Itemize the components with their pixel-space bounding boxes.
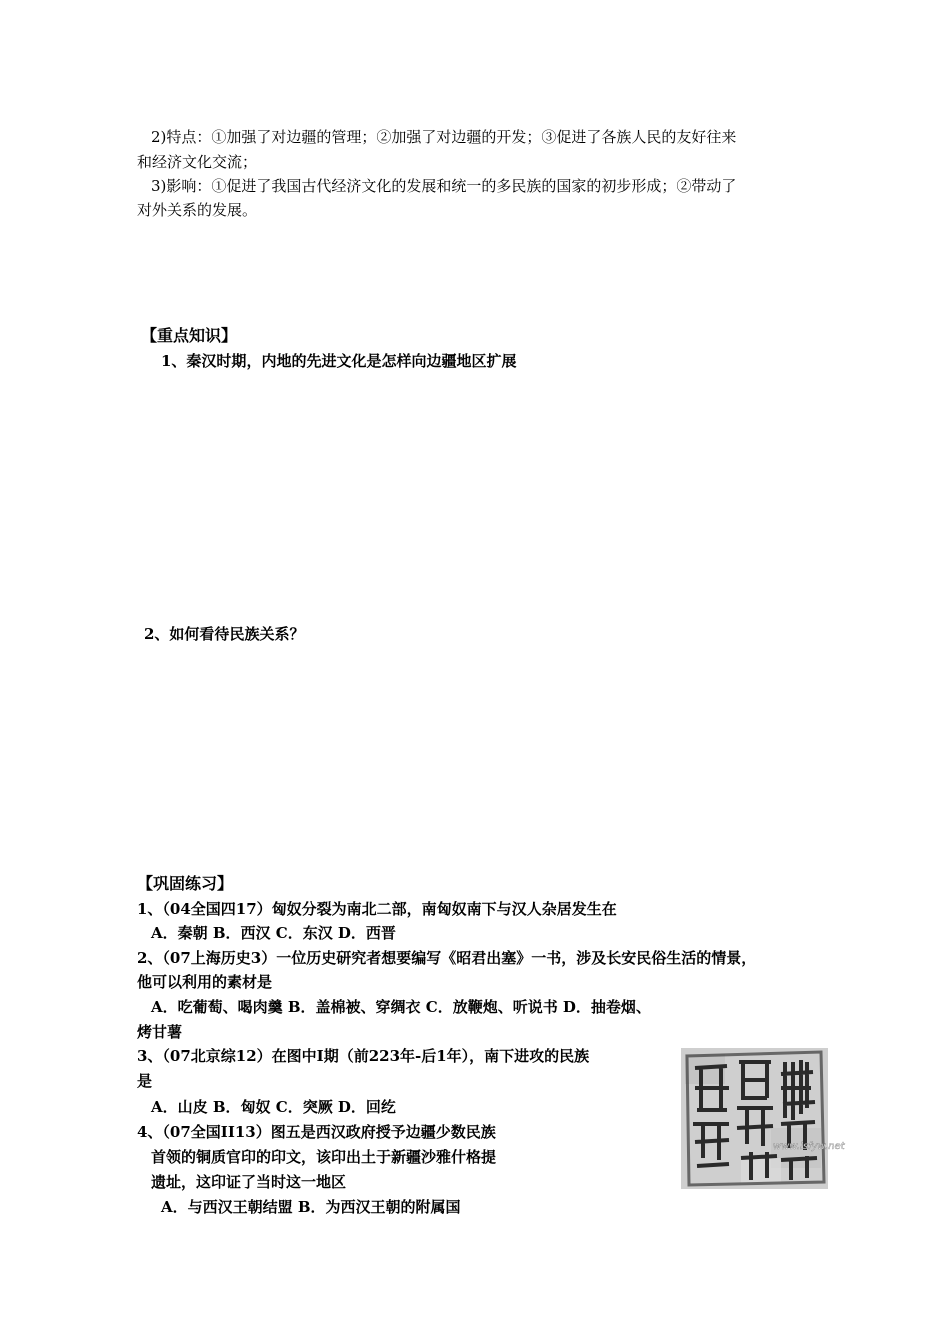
practice-q3-stem-1: 3、（07北京综12）在图中Ⅰ期（前223年-后1年），南下进攻的民族 — [137, 1047, 590, 1065]
practice-q3-options: A．山皮 B．匈奴 C．突厥 D．回纥 — [151, 1098, 396, 1116]
intro-line-2: 和经济文化交流； — [137, 153, 258, 171]
practice-q2-options-2: 烤甘薯 — [137, 1023, 183, 1041]
intro-line-1: 2)特点：①加强了对边疆的管理；②加强了对边疆的开发；③促进了各族人民的友好往来 — [151, 128, 737, 146]
practice-q4-stem-2: 首领的铜质官印的印文，该印出土于新疆沙雅什格提 — [151, 1148, 497, 1166]
practice-q3-stem-2: 是 — [137, 1072, 153, 1090]
key-question-1: 1、秦汉时期，内地的先进文化是怎样向边疆地区扩展 — [161, 352, 517, 370]
practice-q2-stem-2: 他可以利用的素材是 — [137, 973, 273, 991]
seal-impression-image — [681, 1048, 845, 1189]
practice-heading: 【巩固练习】 — [137, 874, 234, 893]
practice-q2-stem-1: 2、（07上海历史3）一位历史研究者想要编写《昭君出塞》一书，涉及长安民俗生活的情景， — [137, 949, 757, 967]
practice-q4-options: A．与西汉王朝结盟 B．为西汉王朝的附属国 — [161, 1198, 461, 1216]
intro-line-4: 对外关系的发展。 — [137, 201, 258, 219]
intro-line-3: 3)影响：①促进了我国古代经济文化的发展和统一的多民族的国家的初步形成；②带动了 — [151, 177, 737, 195]
practice-q1-stem: 1、（04全国四17）匈奴分裂为南北二部，南匈奴南下与汉人杂居发生在 — [137, 900, 617, 918]
key-question-2: 2、如何看待民族关系？ — [144, 625, 305, 643]
practice-q4-stem-1: 4、（07全国II13）图五是西汉政府授予边疆少数民族 — [137, 1123, 496, 1141]
practice-q4-stem-3: 遗址，这印证了当时这一地区 — [151, 1173, 347, 1191]
key-knowledge-heading: 【重点知识】 — [141, 326, 238, 345]
seal-watermark-text: www.lsfyw.net — [773, 1141, 845, 1152]
practice-q1-options: A．秦朝 B．西汉 C．东汉 D．西晋 — [151, 924, 396, 942]
practice-q2-options-1: A．吃葡萄、喝肉羹 B．盖棉被、穿绸衣 C．放鞭炮、听说书 D．抽卷烟、 — [151, 998, 651, 1016]
